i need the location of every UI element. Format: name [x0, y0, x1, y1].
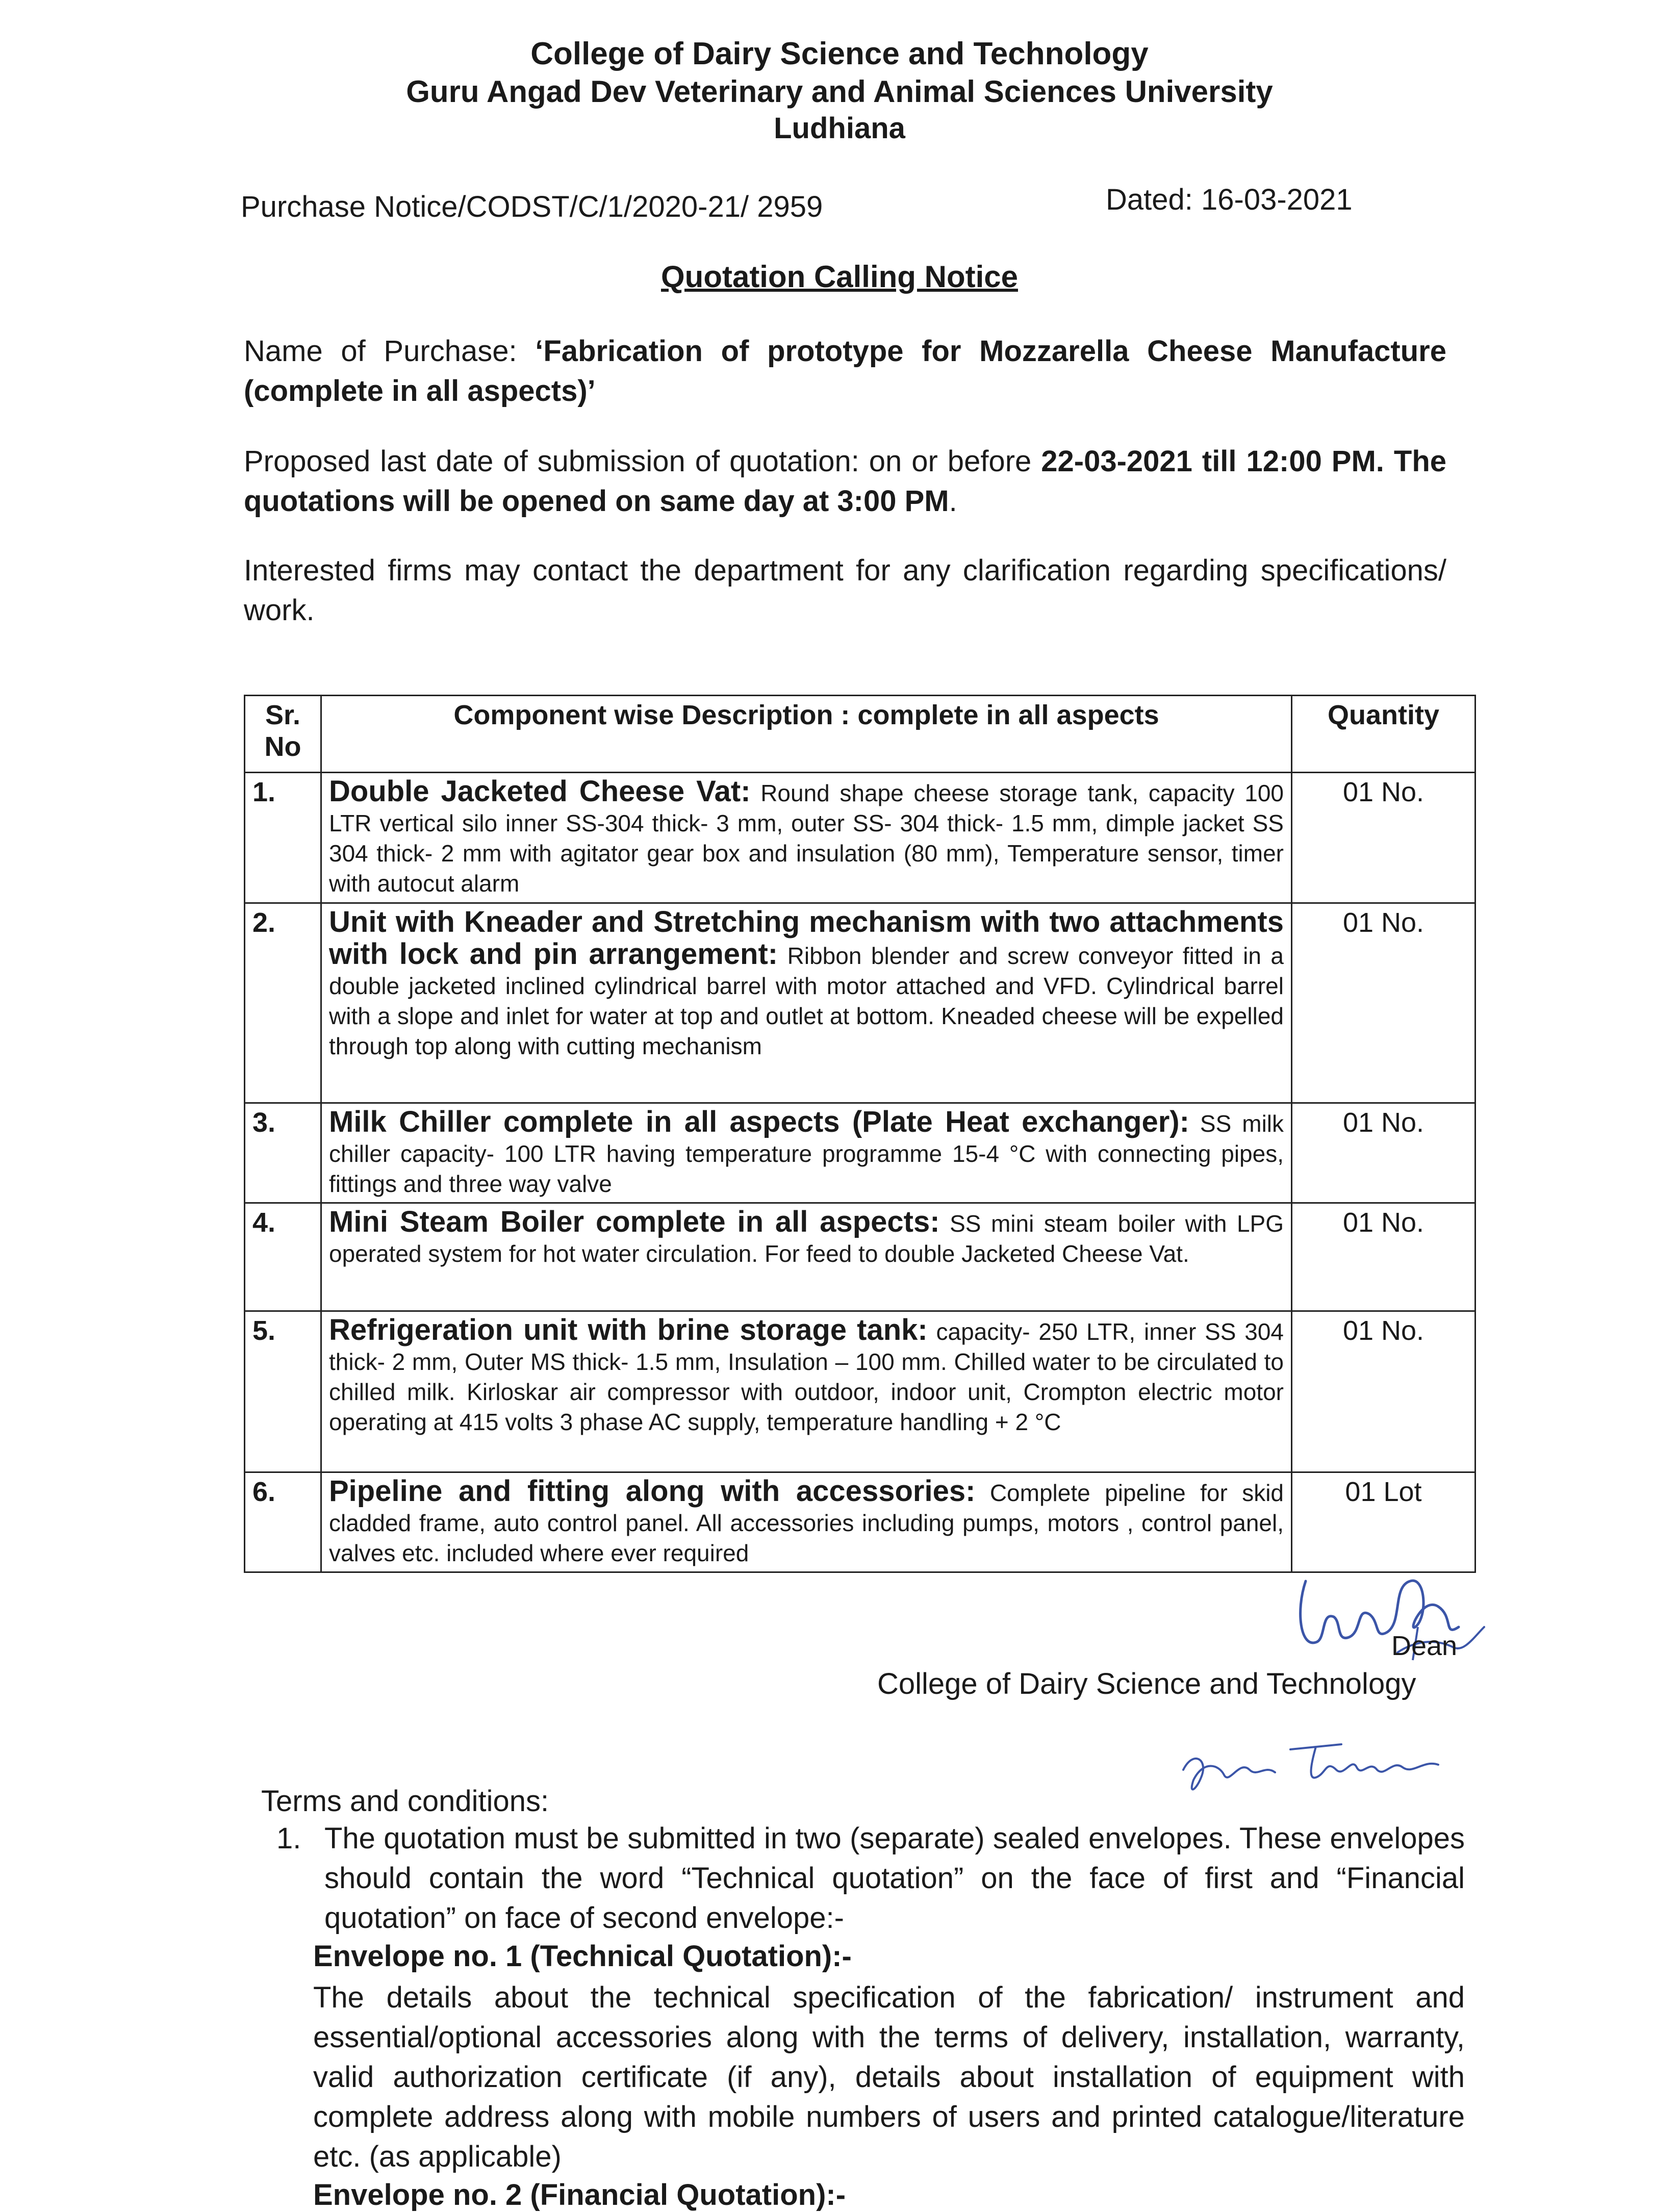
- submission-text: Proposed last date of submission of quotation: on or before: [244, 445, 1041, 478]
- row-quantity: 01 No.: [1292, 1311, 1476, 1472]
- table-row: [245, 773, 1476, 903]
- submission-deadline: 22-03-2021 till 12:00 PM. The quotations will be opened on same day at 3:00 PM: [244, 445, 1446, 518]
- signatory-designation: Dean: [1391, 1631, 1458, 1661]
- row-description: [321, 903, 1292, 1103]
- row-quantity: 01 No.: [1292, 903, 1476, 1103]
- row-description: [321, 1472, 1292, 1572]
- row-sr: 1.: [245, 773, 321, 903]
- table-row: [245, 1203, 1476, 1311]
- city-name: Ludhiana: [774, 112, 905, 145]
- header-description: Component wise Description : complete in all aspects: [321, 696, 1292, 773]
- row-title: Double Jacketed Cheese Vat:: [329, 775, 751, 808]
- row-sr: 4.: [245, 1203, 321, 1311]
- table-row: [245, 903, 1476, 1103]
- table-header-row: [245, 696, 1476, 773]
- submission-end: .: [949, 485, 957, 518]
- row-title: Mini Steam Boiler complete in all aspects:: [329, 1205, 940, 1238]
- row-detail: Round shape cheese storage tank, capacity 100 LTR vertical silo inner SS-304 thick- 3 mm, outer SS- 304 thick- 1.5 mm, dimple jacket SS 304 thick- 2 mm with agitator gear box and insulation (80 mm), Temperature sensor, timer with autocut alarm: [329, 780, 1284, 897]
- row-quantity: 01 Lot: [1292, 1472, 1476, 1572]
- signatory-institution: College of Dairy Science and Technology: [877, 1667, 1416, 1700]
- terms-heading: Terms and conditions:: [261, 1785, 549, 1818]
- row-sr: 5.: [245, 1311, 321, 1472]
- university-name: Guru Angad Dev Veterinary and Animal Sciences University: [406, 74, 1273, 109]
- row-description: [321, 1311, 1292, 1472]
- header-sr-no: Sr. No: [245, 696, 321, 773]
- header-quantity: Quantity: [1292, 696, 1476, 773]
- row-sr: 6.: [245, 1472, 321, 1572]
- row-quantity: 01 No.: [1292, 1203, 1476, 1311]
- notice-date: Dated: 16-03-2021: [1106, 183, 1353, 216]
- table-row: [245, 1311, 1476, 1472]
- row-title: Pipeline and fitting along with accessories:: [329, 1474, 976, 1508]
- row-title: Unit with Kneader and Stretching mechanism with two attachments with lock and pin arrangement:: [329, 905, 1284, 971]
- row-detail: SS mini steam boiler with LPG operated system for hot water circulation. For feed to double Jacketed Cheese Vat.: [329, 1210, 1284, 1267]
- row-detail: Ribbon blender and screw conveyor fitted in a double jacketed inclined cylindrical barrel with motor attached and VFD. Cylindrical barrel with a slope and inlet for water at top and outlet at bottom. Kneaded cheese will be expelled through top along with cutting mechanism: [329, 943, 1284, 1059]
- envelope-2-title: Envelope no. 2 (Financial Quotation):-: [313, 2178, 846, 2211]
- row-sr: 2.: [245, 903, 321, 1103]
- submission-date: [244, 442, 1446, 521]
- terms-item-number: 1.: [276, 1822, 301, 1855]
- components-table: [244, 695, 1476, 1573]
- envelope-1-text: The details about the technical specification of the fabrication/ instrument and essential/optional accessories along with the terms of delivery, installation, warranty, valid authorization certificate (if any), details about installation of equipment with complete address along with mobile numbers of users and printed catalogue/literature etc. (as applicable): [313, 1981, 1465, 2173]
- row-title: Refrigeration unit with brine storage tank:: [329, 1313, 928, 1346]
- reference-number: Purchase Notice/CODST/C/1/2020-21/ 2959: [241, 190, 823, 223]
- notice-title: Quotation Calling Notice: [661, 260, 1018, 294]
- row-description: [321, 773, 1292, 903]
- row-title: Milk Chiller complete in all aspects (Plate Heat exchanger):: [329, 1105, 1189, 1138]
- table-row: [245, 1103, 1476, 1203]
- row-description: [321, 1103, 1292, 1203]
- row-sr: 3.: [245, 1103, 321, 1203]
- row-quantity: 01 No.: [1292, 773, 1476, 903]
- college-name: College of Dairy Science and Technology: [530, 36, 1149, 71]
- envelope-1-title: Envelope no. 1 (Technical Quotation):-: [313, 1940, 852, 1973]
- row-detail: Complete pipeline for skid cladded frame, auto control panel. All accessories including pumps, motors , control panel, valves etc. included where ever required: [329, 1480, 1284, 1566]
- row-description: [321, 1203, 1292, 1311]
- terms-item-1: [261, 1819, 1465, 1938]
- purchase-name: [244, 332, 1446, 411]
- purchase-value: ‘Fabrication of prototype for Mozzarella Cheese Manufacture (complete in all aspects)’: [244, 335, 1446, 408]
- row-quantity: 01 No.: [1292, 1103, 1476, 1203]
- dean-signature-icon: [1285, 1550, 1489, 1673]
- purchase-label: Name of Purchase:: [244, 335, 536, 368]
- secondary-signature-icon: [1173, 1729, 1448, 1800]
- contact-note: Interested firms may contact the department for any clarification regarding specifications/ work.: [244, 554, 1446, 627]
- terms-item-text: The quotation must be submitted in two (separate) sealed envelopes. These envelopes should contain the word “Technical quotation” on the face of first and “Financial quotation” on face of second envelope:-: [324, 1822, 1465, 1935]
- row-detail: SS milk chiller capacity- 100 LTR having temperature programme 15-4 °C with connecting pipes, fittings and three way valve: [329, 1110, 1284, 1197]
- row-detail: capacity- 250 LTR, inner SS 304 thick- 2 mm, Outer MS thick- 1.5 mm, Insulation – 100 mm. Chilled water to be circulated to chilled milk. Kirloskar air compressor with outdoor, indoor unit, Crompton electric motor operating at 415 volts 3 phase AC supply, temperature handling + 2 °C: [329, 1318, 1284, 1435]
